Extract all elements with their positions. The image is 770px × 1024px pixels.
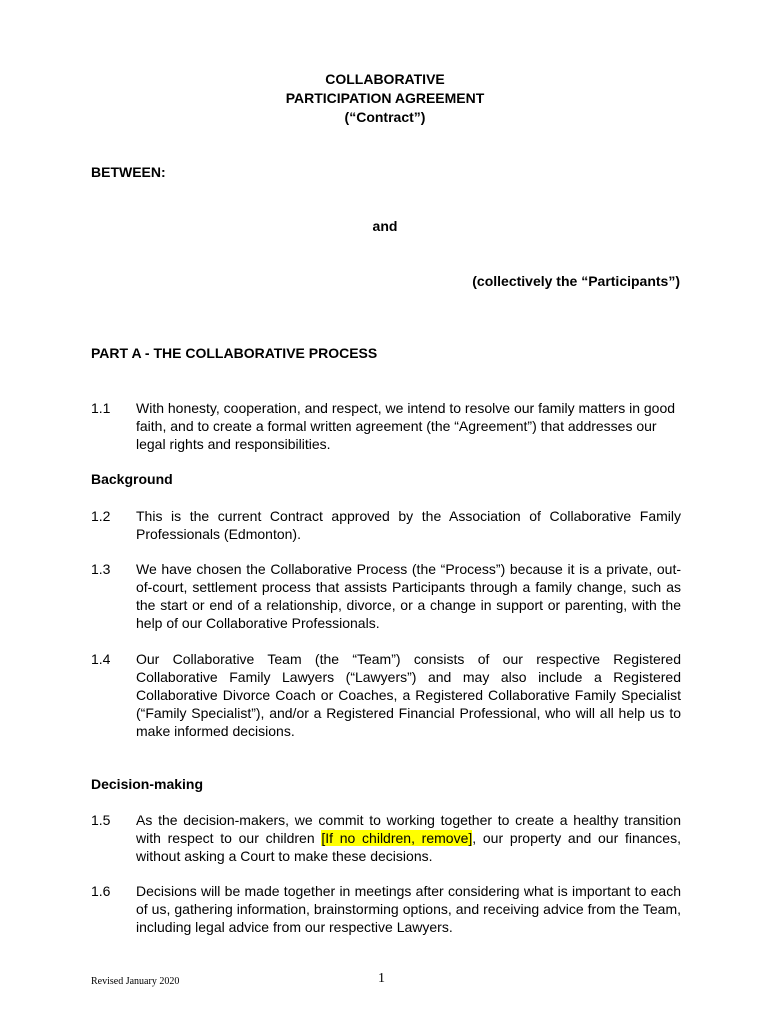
clause-text-after: , our property and our finances, without asking a Court to make these decisions. (136, 830, 681, 864)
title-line-3: (“Contract”) (344, 109, 426, 125)
clause-number: 1.4 (91, 651, 111, 667)
clause-1-4 (91, 650, 691, 740)
revised-date: Revised January 2020 (91, 976, 180, 987)
clause-text (136, 811, 681, 865)
background-heading: Background (91, 471, 173, 487)
clause-1-3 (91, 560, 691, 632)
between-label: BETWEEN: (91, 164, 166, 180)
clause-1-1 (91, 399, 691, 453)
highlighted-instruction: [If no children, remove] (321, 830, 473, 846)
clause-number: 1.6 (91, 883, 111, 899)
decision-making-heading: Decision-making (91, 776, 204, 792)
clause-number: 1.5 (91, 812, 111, 828)
clause-number: 1.1 (91, 400, 111, 416)
clause-text: Decisions will be made together in meetings after considering what is important to each of us, gathering information, brainstorming options, and receiving advice from the Team, including legal advice from our respective Lawyers. (136, 883, 681, 935)
clause-text: This is the current Contract approved by the Association of Collaborative Family Professionals (Edmonton). (136, 508, 681, 542)
clause-text: With honesty, cooperation, and respect, we intend to resolve our family matters in good faith, and to create a formal written agreement (the “Agreement”) that addresses our legal rights and responsibilities. (136, 400, 676, 452)
clause-number: 1.2 (91, 508, 111, 524)
part-a-heading: PART A - THE COLLABORATIVE PROCESS (91, 345, 378, 361)
clause-text-before: As the decision-makers, we commit to working together to create a healthy transition with respect to our children (136, 812, 681, 846)
clause-1-5 (91, 811, 691, 865)
clause-text: Our Collaborative Team (the “Team”) consists of our respective Registered Collaborative Family Lawyers (“Lawyers”) and may also include a Registered Collaborative Divorce Coach or Coaches, a Registered Collaborative Family Specialist (“Family Specialist”), and/or a Registered Financial Professional, who will all help us to make informed decisions. (136, 651, 681, 739)
and-label: and (372, 218, 398, 234)
clause-text: We have chosen the Collaborative Process (the “Process”) because it is a private, out-of-court, settlement process that assists Participants through a family change, such as the start or end of a relationship, divorce, or a change in support or parenting, with the help of our Collaborative Professionals. (136, 561, 681, 631)
page-number: 1 (378, 971, 385, 986)
title-line-1: COLLABORATIVE (325, 71, 445, 87)
clause-number: 1.3 (91, 561, 111, 577)
clause-1-6 (91, 882, 691, 936)
title-line-2: PARTICIPATION AGREEMENT (285, 90, 485, 106)
participants-label: (collectively the “Participants”) (472, 273, 680, 289)
clause-1-2 (91, 507, 691, 543)
